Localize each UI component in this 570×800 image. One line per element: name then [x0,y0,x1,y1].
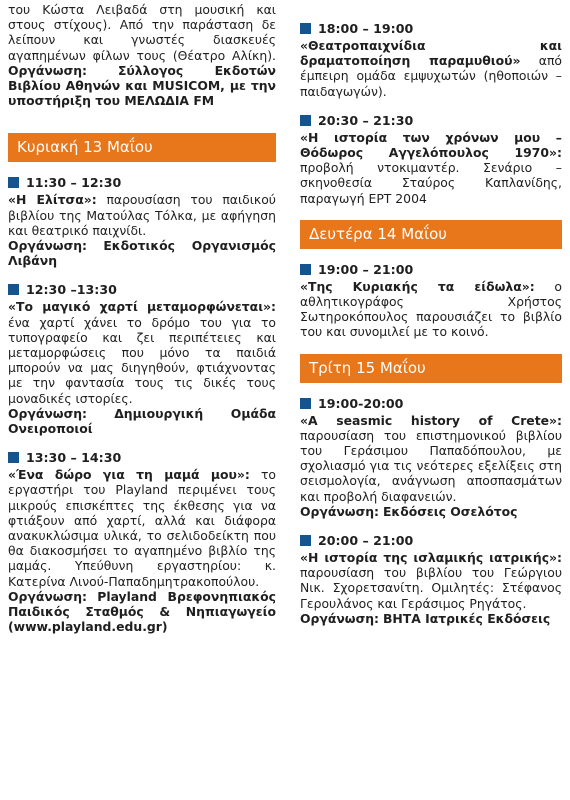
bullet-square-icon [300,23,311,34]
event-time: 13:30 – 14:30 [8,450,276,465]
event-item [8,450,276,634]
organizer-label: Οργάνωση: [8,405,87,421]
day-banner-tuesday: Τρίτη 15 Μαΐου [300,354,562,383]
event-title: «Η ιστορία της ισλαμικής ιατρικής»: [300,550,562,566]
event-title: «A seasmic history of Crete»: [300,412,562,428]
bullet-square-icon [300,535,311,546]
organizer-name: Playland Βρεφονηπιακός Παιδικός Σταθμός & Νηπιαγωγείο (www.playland.edu.gr) [8,588,276,635]
event-organizer [8,406,276,436]
event-item [300,262,562,340]
event-description [300,413,562,504]
bullet-square-icon [300,264,311,275]
organizer-name: Δημιουργική Ομάδα Ονειροποιοί [8,405,276,437]
event-title: «Το μαγικό χαρτί μεταμορφώνεται»: [8,299,276,315]
bullet-square-icon [8,452,19,463]
event-description [300,279,562,340]
event-description [8,192,276,238]
bullet-square-icon [300,398,311,409]
left-column [8,0,276,649]
event-item [8,175,276,268]
event-time: 20:30 – 21:30 [300,113,562,128]
event-item [300,396,562,519]
event-text: το εργαστήρι του Playland περιμένει τους μικρούς επισκέπτες της έκθεσης για να φτιάξουν από χαρτί, αλλά και διάφορα ανακυκλώσιμα υλικά, το σελιδοδείκτη που θα διακοσμήσει το αγαπημένο βιβλίο της μαμάς. Υπεύθυνη εργαστηρίου: κ. Κατερίνα Λινού-Παπαδημητρακοπούλου. [8,467,276,589]
organizer-name: Εκδόσεις Οσελότος [382,503,518,519]
event-description [300,130,562,206]
day-banner-monday: Δευτέρα 14 Μαΐου [300,220,562,249]
organizer-label: Οργάνωση: [300,610,379,626]
event-title: «Η ιστορία των χρόνων μου – Θόδωρος Αγγελόπουλος 1970»: [300,129,562,161]
event-organizer [8,589,276,635]
event-text: παρουσίαση του βιβλίου του Γεώργιου Νικ. Σχορετσανίτη. Ομιλητές: Στέφανος Γερουλάνος και Γεράσιμος Ρηγάτος. [300,565,562,611]
event-time: 19:00 – 21:00 [300,262,562,277]
bullet-square-icon [300,115,311,126]
bullet-square-icon [8,284,19,295]
intro-org-label: Οργάνωση: [8,62,87,78]
bullet-square-icon [8,177,19,188]
event-time: 20:00 – 21:00 [300,533,562,548]
event-title: «Ένα δώρο για τη μαμά μου»: [8,467,250,483]
organizer-label: Οργάνωση: [8,588,87,604]
event-item [300,533,562,626]
day-banner-sunday: Κυριακή 13 Μαΐου [8,133,276,162]
event-text: παρουσίαση του επιστημονικού βιβλίου του Γεράσιμου Παπαδόπουλου, με σχολιασμό για τις νεότερες εξελίξεις στη σεισμολογία, ανάγνωση αποσπασμάτων και προβολή διαφανειών. [300,427,562,504]
event-text: παρουσίαση του παιδικού βιβλίου της Ματούλας Τόλκα, με αφήγηση και θεατρικό παιχνίδι. [8,192,276,238]
intro-org-text: Σύλλογος Εκδοτών Βιβλίου Αθηνών και MUSICOM, με την υποστήριξη του ΜΕΛΩΔΙΑ FM [8,62,276,109]
event-organizer [8,238,276,268]
event-text: προβολή ντοκιμαντέρ. Σενάριο – σκηνοθεσία Σταύρος Καπλανίδης, παραγωγή ΕΡΤ 2004 [300,160,562,206]
event-item [300,113,562,206]
event-description [300,38,562,99]
right-column [300,0,562,640]
event-item [300,21,562,99]
event-title: «Της Κυριακής τα είδωλα»: [300,278,535,294]
event-time: 18:00 – 19:00 [300,21,562,36]
event-item [8,282,276,436]
event-time: 11:30 – 12:30 [8,175,276,190]
event-time: 19:00-20:00 [300,396,562,411]
event-text: από έμπειρη ομάδα εμψυχωτών (ηθοποιών – παιδαγωγών). [300,53,562,99]
event-text: ο αθλητικογράφος Χρήστος Σωτηροκόπουλος παρουσιάζει το βιβλίο του και συνομιλεί με το κοινό. [300,278,562,340]
intro-text: του Κώστα Λειβαδά στη μουσική και στους στίχους). Από την παράσταση δε λείπουν και γνωστές διασκευές αγαπημένων φίλων τους (Θέατρο Αλίκη). [8,2,276,63]
intro-paragraph [8,2,276,108]
event-organizer [300,504,562,519]
organizer-name: ΒΗΤΑ Ιατρικές Εκδόσεις [382,610,551,626]
event-time: 12:30 –13:30 [8,282,276,297]
event-description [8,467,276,589]
organizer-label: Οργάνωση: [8,238,87,254]
event-description [300,550,562,611]
event-organizer [300,611,562,626]
event-title: «Θεατροπαιχνίδια και δραματοποίηση παραμυθιού» [300,38,562,69]
organizer-label: Οργάνωση: [300,503,379,519]
event-description [8,299,276,405]
event-text: ένα χαρτί χάνει το δρόμο του για το τυπογραφείο και ζει περιπέτειες και μεταμορφώσεις που μόνο τα παιδιά μπορούν να μας διηγηθούν, φτιάχνοντας με την φαντασία τους τις δικές τους μοναδικές ιστορίες. [8,314,276,406]
organizer-name: Εκδοτικός Οργανισμός Λιβάνη [8,238,276,269]
event-title: «Η Ελίτσα»: [8,192,97,208]
